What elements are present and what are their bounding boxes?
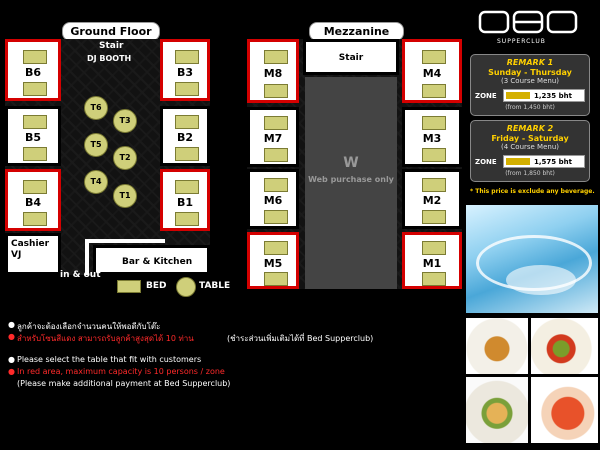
bed-icon [422, 210, 446, 224]
zone-b4[interactable] [5, 169, 61, 231]
zone-label: M5 [263, 257, 283, 270]
zone-label: M4 [422, 67, 442, 80]
zone-color-swatch [506, 158, 530, 165]
zone-price: 1,575 bht [534, 157, 572, 166]
zone-m5[interactable] [247, 232, 299, 289]
web-only-label: Web purchase only [308, 175, 394, 184]
zone-price-box [503, 155, 585, 168]
mezzanine-title: Mezzanine [309, 22, 404, 41]
zone-m3[interactable] [402, 107, 462, 167]
zone-label: M6 [263, 194, 283, 207]
zone-m6[interactable] [247, 169, 299, 229]
bed-icon [264, 84, 288, 98]
bed-logo [478, 10, 578, 36]
round-table-t2[interactable]: T2 [113, 146, 137, 170]
bed-icon [23, 147, 47, 161]
legend-table-label: TABLE [199, 281, 231, 291]
food-photo-1 [466, 318, 528, 374]
cashier-area [5, 233, 61, 275]
bed-icon [422, 272, 446, 286]
remark-2-zone-row [475, 155, 589, 168]
bed-icon [264, 241, 288, 255]
zone-label: ZONE [475, 91, 497, 100]
bed-icon [264, 116, 288, 130]
brand-sub: SUPPERCLUB [497, 38, 546, 45]
zone-label: B1 [176, 196, 194, 209]
bed-icon [264, 178, 288, 192]
zone-m2[interactable] [402, 169, 462, 229]
remark-2-menu: (4 Course Menu) [500, 143, 560, 151]
bed-icon [422, 148, 446, 162]
remark-1-menu: (3 Course Menu) [500, 77, 560, 85]
wall-divider [85, 239, 165, 243]
stair-label: Stair [338, 53, 364, 63]
remark-1-zone-row [475, 89, 589, 102]
note-en-2: In red area, maximum capacity is 10 persons / zone [17, 367, 225, 376]
bed-icon [422, 84, 446, 98]
bed-icon [422, 241, 446, 255]
round-table-t5[interactable]: T5 [84, 133, 108, 157]
zone-label: ZONE [475, 157, 497, 166]
bed-icon [175, 212, 199, 226]
bed-icon [175, 147, 199, 161]
remark-1-heading: REMARK 1 [506, 58, 554, 67]
zone-b1[interactable] [160, 169, 210, 231]
zone-m4[interactable] [402, 39, 462, 103]
ground-floor-title: Ground Floor [62, 22, 160, 41]
bed-icon [264, 210, 288, 224]
food-photo-2 [531, 318, 598, 374]
zone-label: M8 [263, 67, 283, 80]
note-bullet: ● [8, 320, 15, 329]
remark-1-from: (from 1,450 bht) [505, 104, 555, 111]
mezz-stair-area [303, 39, 399, 75]
bed-icon [23, 82, 47, 96]
note-thai-2-extra: (ชำระส่วนเพิ่มเติมได้ที่ Bed Supperclub) [227, 334, 374, 343]
note-bullet: ● [8, 367, 15, 376]
ground-floor-plan [5, 39, 210, 275]
zone-label: M1 [422, 257, 442, 270]
bed-icon [23, 212, 47, 226]
bed-icon [264, 148, 288, 162]
zone-b3[interactable] [160, 39, 210, 101]
vj-label: VJ [11, 250, 22, 260]
zone-b6[interactable] [5, 39, 61, 101]
zone-label: B2 [176, 131, 194, 144]
zone-color-swatch [506, 92, 530, 99]
zone-label: M2 [422, 194, 442, 207]
remark-2-from: (from 1,850 bht) [505, 170, 555, 177]
cashier-label: Cashier [11, 239, 50, 249]
zone-label: M7 [263, 132, 283, 145]
bed-icon [175, 50, 199, 64]
mezzanine-plan [247, 39, 462, 289]
bed-icon [264, 50, 288, 64]
food-photo-3 [466, 377, 528, 443]
remark-2-heading: REMARK 2 [506, 124, 554, 133]
interior-photo [466, 205, 598, 313]
note-en-1: Please select the table that fit with customers [17, 355, 202, 364]
bed-icon [422, 116, 446, 130]
zone-b2[interactable] [160, 106, 210, 166]
bed-icon [23, 115, 47, 129]
food-photo-4 [531, 377, 598, 443]
zone-price-box [503, 89, 585, 102]
price-note: * This price is exclude any beverage. [470, 188, 595, 195]
zone-label: B3 [176, 66, 194, 79]
bed-icon [23, 50, 47, 64]
bed-icon [23, 180, 47, 194]
note-en-3: (Please make additional payment at Bed Supperclub) [17, 379, 231, 388]
zone-label: B6 [24, 66, 42, 79]
round-table-t1[interactable]: T1 [113, 184, 137, 208]
zone-label: M3 [422, 132, 442, 145]
legend-bed-label: BED [146, 281, 167, 291]
bed-icon [175, 115, 199, 129]
stair-label: Stair [99, 41, 124, 51]
bed-icon [175, 180, 199, 194]
round-table-t4[interactable]: T4 [84, 170, 108, 194]
bar-kitchen-area [93, 245, 210, 275]
bed-icon [175, 82, 199, 96]
legend-table-icon [176, 277, 196, 297]
bar-kitchen-label: Bar & Kitchen [122, 257, 193, 267]
interior-curve [506, 265, 576, 295]
remark-1-days: Sunday - Thursday [488, 68, 572, 77]
w-label: W [343, 155, 359, 171]
zone-label: B4 [24, 196, 42, 209]
zone-m7[interactable] [247, 107, 299, 167]
zone-m1[interactable] [402, 232, 462, 289]
round-table-t3[interactable]: T3 [113, 109, 137, 133]
note-bullet: ● [8, 332, 15, 341]
legend-bed-icon [117, 280, 141, 293]
bed-icon [422, 50, 446, 64]
zone-b5[interactable] [5, 106, 61, 166]
note-bullet: ● [8, 355, 15, 364]
in-out-label: in & out [60, 270, 101, 280]
zone-label: B5 [24, 131, 42, 144]
note-thai-2: สำหรับโซนสีแดง สามารถรับลูกค้าสูงสุดได้ 10 ท่าน [17, 334, 194, 343]
note-thai-1: ลูกค้าจะต้องเลือกจำนวนคนให้พอดีกับโต๊ะ [17, 322, 161, 331]
remark-2-panel [470, 120, 590, 182]
remark-2-days: Friday - Saturday [491, 134, 569, 143]
dj-booth-label: DJ BOOTH [87, 54, 132, 63]
bed-icon [422, 178, 446, 192]
round-table-t6[interactable]: T6 [84, 96, 108, 120]
web-purchase-area [305, 77, 397, 289]
bed-icon [264, 272, 288, 286]
zone-price: 1,235 bht [534, 91, 572, 100]
bed-logo-icon [478, 10, 578, 36]
zone-m8[interactable] [247, 39, 299, 103]
remark-1-panel [470, 54, 590, 116]
